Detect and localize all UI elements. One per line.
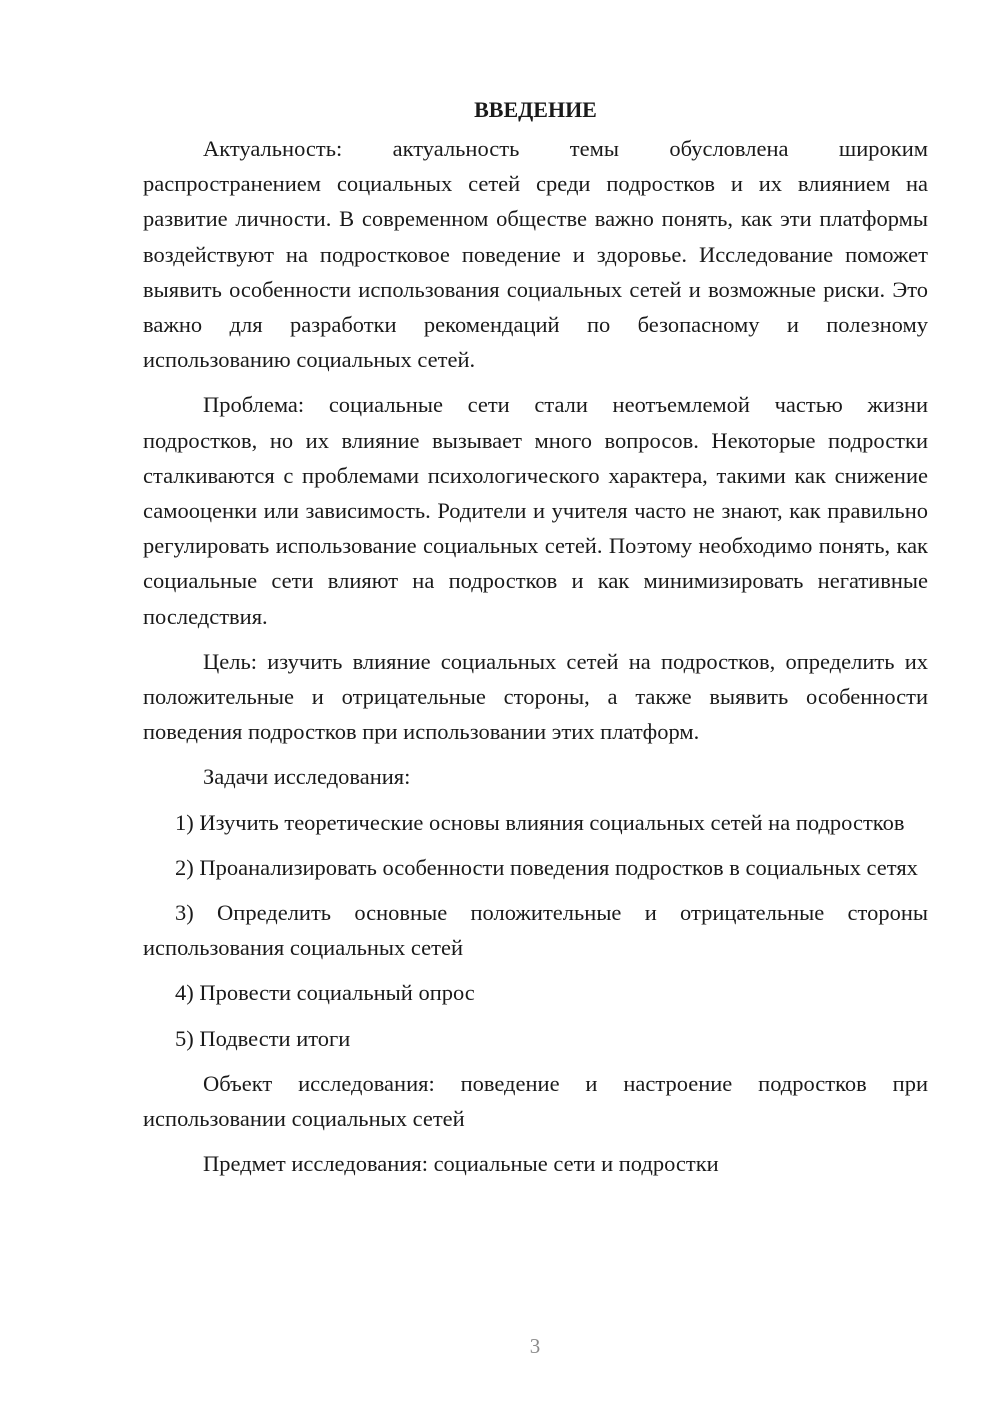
task-item-1: 1) Изучить теоретические основы влияния социальных сетей на подростков bbox=[175, 809, 905, 835]
task-item-3: 3) Определить основные положительные и отрицательные стороны использования социальных сетей bbox=[143, 900, 928, 961]
document-page bbox=[143, 92, 928, 1181]
tasks-heading: Задачи исследования: bbox=[203, 764, 411, 790]
object-paragraph: Объект исследования: поведение и настроение подростков при использовании социальных сетей bbox=[143, 1070, 928, 1132]
problem-paragraph: Проблема: социальные сети стали неотъемлемой частью жизни подростков, но их влияние вызывает много вопросов. Некоторые подростки сталкиваются с проблемами психологического характера, такими как снижение самооценки или зависимость. Родители и учителя часто не знают, как правильно регулировать использование социальных сетей. Поэтому необходимо понять, как социальные сети влияют на подростков и как минимизировать негативные последствия. bbox=[143, 392, 928, 629]
task-item-5: 5) Подвести итоги bbox=[175, 1025, 351, 1051]
page-title: ВВЕДЕНИЕ bbox=[474, 97, 597, 122]
goal-paragraph: Цель: изучить влияние социальных сетей на подростков, определить их положительные и отрицательные стороны, а также выявить особенности поведения подростков при использовании этих платформ. bbox=[143, 648, 928, 745]
subject-paragraph: Предмет исследования: социальные сети и подростки bbox=[203, 1151, 719, 1177]
task-item-2: 2) Проанализировать особенности поведения подростков в социальных сетях bbox=[175, 854, 918, 880]
page-number: 3 bbox=[529, 1334, 541, 1358]
task-item-4: 4) Провести социальный опрос bbox=[175, 980, 475, 1006]
relevance-paragraph: Актуальность: актуальность темы обусловлена широким распространением социальных сетей среди подростков и их влиянием на развитие личности. В современном обществе важно понять, как эти платформы воздействуют на подростковое поведение и здоровье. Исследование поможет выявить особенности использования социальных сетей и возможные риски. Это важно для разработки рекомендаций по безопасному и полезному использованию социальных сетей. bbox=[143, 136, 928, 373]
